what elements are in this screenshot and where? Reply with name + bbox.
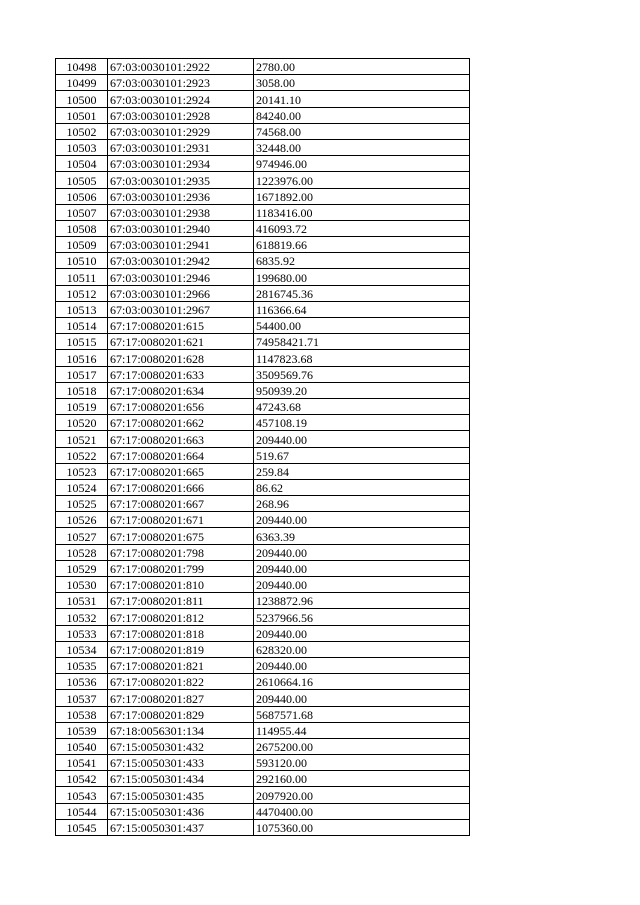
table-row <box>56 123 470 139</box>
row-number-cell: 10506 <box>56 188 108 204</box>
table-row <box>56 398 470 414</box>
value-cell: 3058.00 <box>254 75 470 91</box>
cadastral-number-cell: 67:03:0030101:2929 <box>108 123 254 139</box>
row-number-cell: 10528 <box>56 544 108 560</box>
value-cell: 209440.00 <box>254 544 470 560</box>
value-cell: 209440.00 <box>254 657 470 673</box>
cadastral-number-cell: 67:03:0030101:2938 <box>108 204 254 220</box>
cadastral-number-cell: 67:17:0080201:628 <box>108 350 254 366</box>
table-row <box>56 318 470 334</box>
cadastral-number-cell: 67:15:0050301:433 <box>108 755 254 771</box>
table-row <box>56 787 470 803</box>
value-cell: 74568.00 <box>254 123 470 139</box>
row-number-cell: 10525 <box>56 496 108 512</box>
cadastral-number-cell: 67:17:0080201:667 <box>108 496 254 512</box>
table-row <box>56 107 470 123</box>
table-row <box>56 641 470 657</box>
value-cell: 416093.72 <box>254 220 470 236</box>
value-cell: 950939.20 <box>254 382 470 398</box>
table-row <box>56 156 470 172</box>
value-cell: 2675200.00 <box>254 738 470 754</box>
table-row <box>56 738 470 754</box>
row-number-cell: 10522 <box>56 447 108 463</box>
row-number-cell: 10529 <box>56 560 108 576</box>
value-cell: 292160.00 <box>254 771 470 787</box>
cadastral-number-cell: 67:17:0080201:829 <box>108 706 254 722</box>
cadastral-number-cell: 67:17:0080201:822 <box>108 674 254 690</box>
table-row <box>56 350 470 366</box>
value-cell: 199680.00 <box>254 269 470 285</box>
value-cell: 1223976.00 <box>254 172 470 188</box>
row-number-cell: 10510 <box>56 253 108 269</box>
table-row <box>56 415 470 431</box>
value-cell: 4470400.00 <box>254 803 470 819</box>
row-number-cell: 10512 <box>56 285 108 301</box>
value-cell: 32448.00 <box>254 139 470 155</box>
value-cell: 54400.00 <box>254 318 470 334</box>
cadastral-number-cell: 67:17:0080201:664 <box>108 447 254 463</box>
cadastral-number-cell: 67:03:0030101:2931 <box>108 139 254 155</box>
cadastral-number-cell: 67:17:0080201:666 <box>108 479 254 495</box>
cadastral-number-cell: 67:03:0030101:2922 <box>108 59 254 75</box>
cadastral-number-cell: 67:03:0030101:2967 <box>108 301 254 317</box>
row-number-cell: 10532 <box>56 609 108 625</box>
row-number-cell: 10515 <box>56 334 108 350</box>
row-number-cell: 10545 <box>56 819 108 835</box>
table-row <box>56 220 470 236</box>
cadastral-number-cell: 67:17:0080201:633 <box>108 366 254 382</box>
value-cell: 2816745.36 <box>254 285 470 301</box>
cadastral-number-cell: 67:17:0080201:675 <box>108 528 254 544</box>
row-number-cell: 10521 <box>56 431 108 447</box>
cadastral-number-cell: 67:03:0030101:2940 <box>108 220 254 236</box>
value-cell: 1183416.00 <box>254 204 470 220</box>
value-cell: 209440.00 <box>254 431 470 447</box>
table-row <box>56 253 470 269</box>
cadastral-number-cell: 67:03:0030101:2946 <box>108 269 254 285</box>
table-row <box>56 674 470 690</box>
table-row <box>56 706 470 722</box>
table-row <box>56 625 470 641</box>
table-row <box>56 803 470 819</box>
value-cell: 84240.00 <box>254 107 470 123</box>
value-cell: 209440.00 <box>254 690 470 706</box>
value-cell: 2097920.00 <box>254 787 470 803</box>
cadastral-number-cell: 67:17:0080201:819 <box>108 641 254 657</box>
value-cell: 1238872.96 <box>254 593 470 609</box>
row-number-cell: 10504 <box>56 156 108 172</box>
table-row <box>56 172 470 188</box>
table-row <box>56 366 470 382</box>
table-row <box>56 188 470 204</box>
value-cell: 618819.66 <box>254 237 470 253</box>
value-cell: 3509569.76 <box>254 366 470 382</box>
cadastral-number-cell: 67:03:0030101:2942 <box>108 253 254 269</box>
table-row <box>56 237 470 253</box>
value-cell: 628320.00 <box>254 641 470 657</box>
row-number-cell: 10539 <box>56 722 108 738</box>
value-cell: 86.62 <box>254 479 470 495</box>
table-row <box>56 544 470 560</box>
table-row <box>56 496 470 512</box>
row-number-cell: 10498 <box>56 59 108 75</box>
table-row <box>56 771 470 787</box>
row-number-cell: 10500 <box>56 91 108 107</box>
cadastral-number-cell: 67:03:0030101:2928 <box>108 107 254 123</box>
table-row <box>56 139 470 155</box>
row-number-cell: 10509 <box>56 237 108 253</box>
cadastral-number-cell: 67:17:0080201:812 <box>108 609 254 625</box>
row-number-cell: 10531 <box>56 593 108 609</box>
cadastral-number-cell: 67:03:0030101:2941 <box>108 237 254 253</box>
table-row <box>56 609 470 625</box>
row-number-cell: 10533 <box>56 625 108 641</box>
table-row <box>56 528 470 544</box>
value-cell: 116366.64 <box>254 301 470 317</box>
row-number-cell: 10518 <box>56 382 108 398</box>
row-number-cell: 10507 <box>56 204 108 220</box>
row-number-cell: 10508 <box>56 220 108 236</box>
row-number-cell: 10544 <box>56 803 108 819</box>
row-number-cell: 10536 <box>56 674 108 690</box>
table-row <box>56 285 470 301</box>
value-cell: 209440.00 <box>254 625 470 641</box>
value-cell: 6835.92 <box>254 253 470 269</box>
table-row <box>56 512 470 528</box>
cadastral-number-cell: 67:03:0030101:2935 <box>108 172 254 188</box>
row-number-cell: 10535 <box>56 657 108 673</box>
value-cell: 1671892.00 <box>254 188 470 204</box>
value-cell: 114955.44 <box>254 722 470 738</box>
table-row <box>56 463 470 479</box>
cadastral-number-cell: 67:17:0080201:818 <box>108 625 254 641</box>
table-row <box>56 204 470 220</box>
cadastral-number-cell: 67:17:0080201:662 <box>108 415 254 431</box>
value-cell: 457108.19 <box>254 415 470 431</box>
table-row <box>56 819 470 835</box>
cadastral-number-cell: 67:15:0050301:434 <box>108 771 254 787</box>
row-number-cell: 10501 <box>56 107 108 123</box>
cadastral-number-cell: 67:17:0080201:810 <box>108 577 254 593</box>
value-cell: 2610664.16 <box>254 674 470 690</box>
row-number-cell: 10538 <box>56 706 108 722</box>
cadastral-number-cell: 67:17:0080201:634 <box>108 382 254 398</box>
table-row <box>56 91 470 107</box>
row-number-cell: 10503 <box>56 139 108 155</box>
cadastral-number-cell: 67:18:0056301:134 <box>108 722 254 738</box>
value-cell: 5237966.56 <box>254 609 470 625</box>
row-number-cell: 10540 <box>56 738 108 754</box>
table-row <box>56 301 470 317</box>
table-row <box>56 577 470 593</box>
cadastral-number-cell: 67:17:0080201:615 <box>108 318 254 334</box>
table-row <box>56 479 470 495</box>
row-number-cell: 10511 <box>56 269 108 285</box>
cadastral-value-table <box>55 58 470 836</box>
table-row <box>56 59 470 75</box>
value-cell: 2780.00 <box>254 59 470 75</box>
value-cell: 47243.68 <box>254 398 470 414</box>
table-row <box>56 657 470 673</box>
cadastral-number-cell: 67:03:0030101:2924 <box>108 91 254 107</box>
row-number-cell: 10534 <box>56 641 108 657</box>
value-cell: 6363.39 <box>254 528 470 544</box>
row-number-cell: 10537 <box>56 690 108 706</box>
table-row <box>56 334 470 350</box>
row-number-cell: 10516 <box>56 350 108 366</box>
cadastral-number-cell: 67:15:0050301:436 <box>108 803 254 819</box>
table-row <box>56 382 470 398</box>
table-row <box>56 560 470 576</box>
cadastral-number-cell: 67:15:0050301:435 <box>108 787 254 803</box>
row-number-cell: 10543 <box>56 787 108 803</box>
cadastral-number-cell: 67:03:0030101:2923 <box>108 75 254 91</box>
cadastral-number-cell: 67:17:0080201:827 <box>108 690 254 706</box>
cadastral-number-cell: 67:15:0050301:432 <box>108 738 254 754</box>
value-cell: 20141.10 <box>254 91 470 107</box>
row-number-cell: 10502 <box>56 123 108 139</box>
cadastral-number-cell: 67:17:0080201:799 <box>108 560 254 576</box>
value-cell: 268.96 <box>254 496 470 512</box>
cadastral-number-cell: 67:17:0080201:671 <box>108 512 254 528</box>
cadastral-number-cell: 67:17:0080201:821 <box>108 657 254 673</box>
row-number-cell: 10542 <box>56 771 108 787</box>
value-cell: 974946.00 <box>254 156 470 172</box>
row-number-cell: 10499 <box>56 75 108 91</box>
row-number-cell: 10519 <box>56 398 108 414</box>
cadastral-number-cell: 67:17:0080201:798 <box>108 544 254 560</box>
value-cell: 519.67 <box>254 447 470 463</box>
value-cell: 209440.00 <box>254 560 470 576</box>
cadastral-number-cell: 67:17:0080201:811 <box>108 593 254 609</box>
row-number-cell: 10524 <box>56 479 108 495</box>
table-row <box>56 593 470 609</box>
value-cell: 593120.00 <box>254 755 470 771</box>
cadastral-number-cell: 67:17:0080201:663 <box>108 431 254 447</box>
row-number-cell: 10530 <box>56 577 108 593</box>
value-cell: 209440.00 <box>254 512 470 528</box>
value-cell: 209440.00 <box>254 577 470 593</box>
table-row <box>56 75 470 91</box>
row-number-cell: 10520 <box>56 415 108 431</box>
row-number-cell: 10505 <box>56 172 108 188</box>
table-row <box>56 722 470 738</box>
cadastral-number-cell: 67:03:0030101:2936 <box>108 188 254 204</box>
row-number-cell: 10517 <box>56 366 108 382</box>
table-row <box>56 269 470 285</box>
table-row <box>56 690 470 706</box>
row-number-cell: 10523 <box>56 463 108 479</box>
cadastral-number-cell: 67:17:0080201:665 <box>108 463 254 479</box>
value-cell: 1075360.00 <box>254 819 470 835</box>
row-number-cell: 10513 <box>56 301 108 317</box>
table-row <box>56 431 470 447</box>
cadastral-number-cell: 67:03:0030101:2966 <box>108 285 254 301</box>
table-body <box>56 59 470 836</box>
row-number-cell: 10541 <box>56 755 108 771</box>
row-number-cell: 10514 <box>56 318 108 334</box>
table-row <box>56 447 470 463</box>
value-cell: 5687571.68 <box>254 706 470 722</box>
value-cell: 1147823.68 <box>254 350 470 366</box>
cadastral-number-cell: 67:17:0080201:621 <box>108 334 254 350</box>
row-number-cell: 10526 <box>56 512 108 528</box>
value-cell: 74958421.71 <box>254 334 470 350</box>
cadastral-number-cell: 67:17:0080201:656 <box>108 398 254 414</box>
cadastral-number-cell: 67:15:0050301:437 <box>108 819 254 835</box>
cadastral-number-cell: 67:03:0030101:2934 <box>108 156 254 172</box>
value-cell: 259.84 <box>254 463 470 479</box>
table-row <box>56 755 470 771</box>
row-number-cell: 10527 <box>56 528 108 544</box>
